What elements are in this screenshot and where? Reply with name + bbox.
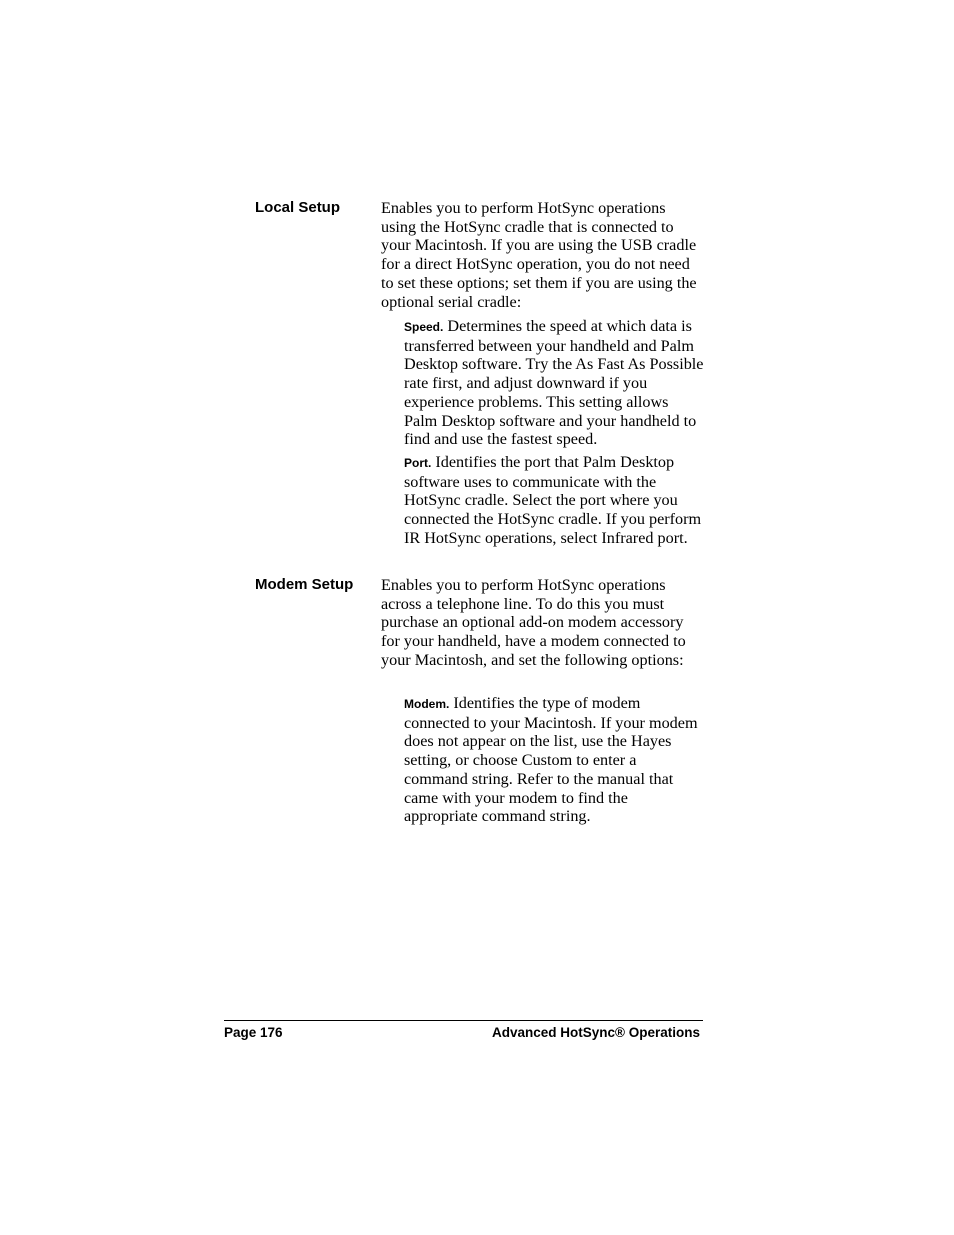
modem-option-text: Identifies the type of modem connected to your Macintosh. If your modem does not appear on the list, use the Hayes setting, or choose Custom to enter a command string. Refer to the manual that came with your modem to find the appropriate command string. xyxy=(404,694,698,826)
local-setup-heading: Local Setup xyxy=(255,199,341,216)
modem-setup-heading: Modem Setup xyxy=(255,576,354,593)
modem-option-name: Modem. xyxy=(404,697,450,711)
page-number: Page 176 xyxy=(224,1025,283,1040)
local-setup-intro: Enables you to perform HotSync operations using the HotSync cradle that is connected to your Macintosh. If you are using the USB cradle for a direct HotSync operation, you do not need to set these options; set them if you are using the optional serial cradle: xyxy=(381,199,697,311)
port-option-text: Identifies the port that Palm Desktop software uses to communicate with the HotSync cradle. Select the port where you connected the HotSync cradle. If you perform IR HotSync operations, select Infrared port. xyxy=(404,453,702,547)
modem-option xyxy=(404,694,704,826)
port-option-name: Port. xyxy=(404,456,432,470)
port-option xyxy=(404,453,704,548)
chapter-title: Advanced HotSync® Operations xyxy=(492,1025,700,1040)
modem-setup-intro: Enables you to perform HotSync operations across a telephone line. To do this you must purchase an optional add-on modem accessory for your handheld, have a modem connected to your Macintosh, and set the following options: xyxy=(381,576,686,669)
speed-option-name: Speed. xyxy=(404,320,444,334)
speed-option xyxy=(404,317,704,449)
page-footer xyxy=(224,1020,703,1040)
speed-option-text: Determines the speed at which data is transferred between your handheld and Palm Desktop software. Try the As Fast As Possible rate first, and adjust downward if you experience problems. This setting allows Palm Desktop software and your handheld to find and use the fastest speed. xyxy=(404,317,704,449)
